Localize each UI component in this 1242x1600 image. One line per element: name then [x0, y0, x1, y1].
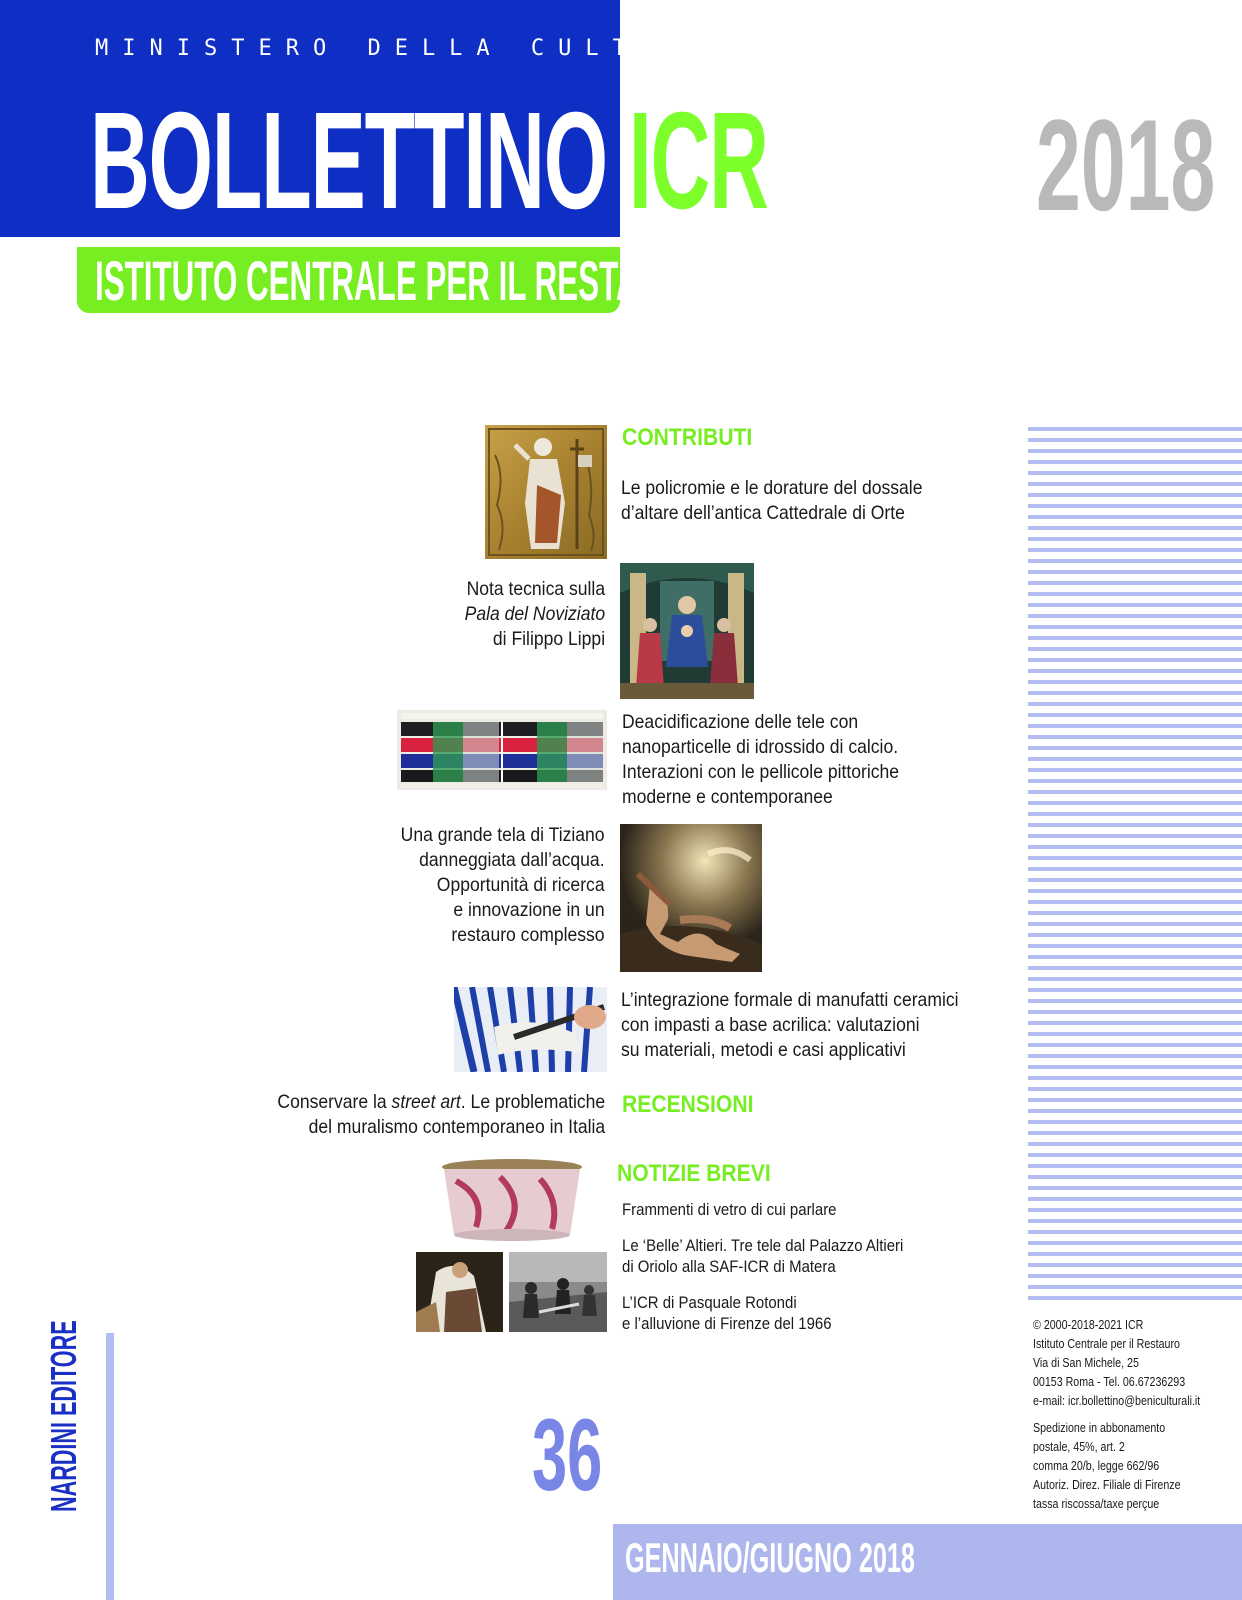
- section-heading-recensioni: RECENSIONI: [622, 1091, 754, 1118]
- brief-line: L’ICR di Pasquale Rotondi: [622, 1293, 797, 1312]
- article-line: L’integrazione formale di manufatti ceramici: [621, 989, 959, 1011]
- colophon-line: Istituto Centrale per il Restauro: [1033, 1336, 1180, 1351]
- article-line: Interazioni con le pellicole pittoriche: [622, 761, 900, 783]
- review-line-post: . Le problematiche: [460, 1091, 605, 1113]
- article-tiziano: [401, 823, 605, 948]
- article-orte: [621, 476, 922, 526]
- brief-line: Frammenti di vetro di cui parlare: [622, 1200, 837, 1219]
- article-line-italic: Pala del Noviziato: [464, 603, 605, 625]
- article-line: restauro complesso: [451, 924, 605, 946]
- section-heading-notizie: NOTIZIE BREVI: [617, 1160, 771, 1187]
- article-line: [277, 1090, 605, 1115]
- article-line: e innovazione in un: [453, 899, 605, 921]
- lippi-painting-image: [620, 563, 754, 699]
- article-line: danneggiata dall’acqua.: [419, 849, 605, 871]
- brief-line: e l’alluvione di Firenze del 1966: [622, 1314, 832, 1333]
- review-line-italic: street art: [391, 1091, 461, 1113]
- article-deacidification: [622, 710, 899, 810]
- publisher-name: NARDINI EDITORE: [43, 1320, 84, 1512]
- decorative-stripes: [1028, 427, 1242, 1300]
- article-line: Una grande tela di Tiziano: [401, 824, 605, 846]
- year-label: 2018: [1036, 92, 1216, 238]
- ceramic-integration-image: [454, 987, 607, 1072]
- colophon-line: Via di San Michele, 25: [1033, 1355, 1139, 1370]
- article-line: nanoparticelle di idrossido di calcio.: [622, 736, 899, 758]
- flood-photo-image: [509, 1252, 607, 1332]
- article-lippi: [465, 577, 605, 652]
- tiziano-painting-image: [620, 824, 762, 972]
- institute-name: ISTITUTO CENTRALE PER IL RESTAURO: [95, 249, 709, 312]
- article-line: d’altare dell’antica Cattedrale di Orte: [621, 502, 905, 524]
- article-line: su materiali, metodi e casi applicativi: [621, 1039, 906, 1061]
- colophon-line: tassa riscossa/taxe perçue: [1033, 1496, 1160, 1511]
- colophon-line: postale, 45%, art. 2: [1033, 1439, 1125, 1454]
- orte-altar-image: [485, 425, 607, 559]
- article-ceramics: [621, 988, 959, 1063]
- article-line: del muralismo contemporaneo in Italia: [308, 1116, 605, 1138]
- brief-glass: [622, 1199, 837, 1220]
- section-heading-contributi: CONTRIBUTI: [622, 424, 753, 451]
- article-line: di Filippo Lippi: [492, 628, 605, 650]
- altieri-painting-image: [416, 1252, 503, 1332]
- article-line: Deacidificazione delle tele con: [622, 711, 859, 733]
- article-line: Nota tecnica sulla: [466, 578, 605, 600]
- deacidification-samples-image: [397, 710, 607, 790]
- colophon-line: © 2000-2018-2021 ICR: [1033, 1317, 1144, 1332]
- colophon-line: comma 20/b, legge 662/96: [1033, 1458, 1160, 1473]
- brief-line: di Oriolo alla SAF-ICR di Matera: [622, 1257, 836, 1276]
- ministry-label: MINISTERO DELLA CULTURA: [95, 36, 722, 61]
- colophon-line: Spedizione in abbonamento: [1033, 1420, 1166, 1435]
- issue-period: GENNAIO/GIUGNO 2018: [625, 1534, 915, 1581]
- review-line-pre: Conservare la: [277, 1091, 392, 1113]
- brief-rotondi: [622, 1292, 832, 1334]
- colophon-line: e-mail: icr.bollettino@beniculturali.it: [1033, 1393, 1201, 1408]
- article-line: Le policromie e le dorature del dossale: [621, 477, 923, 499]
- journal-title-main: BOLLETTINO: [90, 84, 607, 238]
- colophon-postal: [1033, 1418, 1181, 1513]
- brief-altieri: [622, 1235, 903, 1277]
- article-line: moderne e contemporanee: [622, 786, 833, 808]
- issue-number: 36: [532, 1398, 603, 1512]
- colophon-line: Autoriz. Direz. Filiale di Firenze: [1033, 1477, 1181, 1492]
- article-line: [465, 602, 605, 627]
- article-line: con impasti a base acrilica: valutazioni: [621, 1014, 920, 1036]
- publisher-rule: [106, 1333, 114, 1600]
- colophon-address: [1033, 1315, 1200, 1410]
- journal-title-accent: ICR: [628, 84, 768, 238]
- article-line: Opportunità di ricerca: [437, 874, 605, 896]
- brief-line: Le ‘Belle’ Altieri. Tre tele dal Palazzo Altieri: [622, 1236, 904, 1255]
- colophon-line: 00153 Roma - Tel. 06.67236293: [1033, 1374, 1186, 1389]
- review-street-art: [277, 1090, 605, 1140]
- glass-fragment-image: [436, 1157, 588, 1243]
- journal-title: [90, 84, 768, 238]
